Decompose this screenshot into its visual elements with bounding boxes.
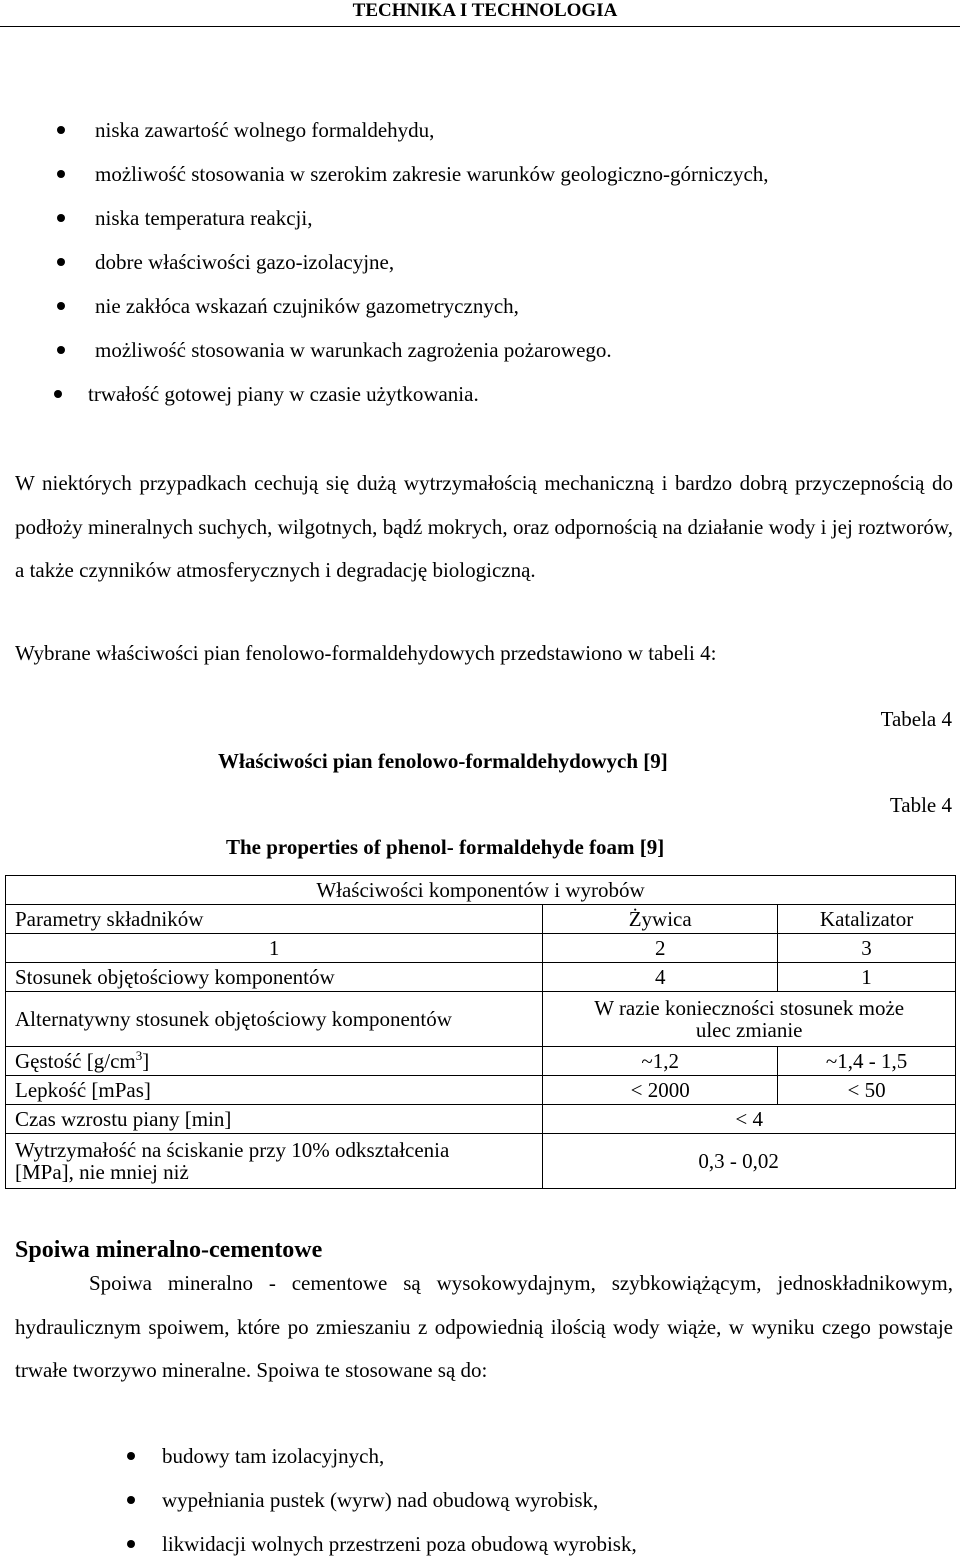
bullet-icon [57, 258, 65, 266]
row-label: Lepkość [mPas] [6, 1076, 543, 1105]
cell-value: 4 [543, 963, 778, 992]
list-item: likwidacji wolnych przestrzeni poza obudową wyrobisk, [0, 1522, 637, 1566]
bullet-icon [57, 346, 65, 354]
bullet-icon [57, 302, 65, 310]
running-header-title: TECHNIKA I TECHNOLOGIA [352, 0, 618, 21]
table-row [6, 963, 956, 992]
cell-value: W razie konieczności stosunek może ulec zmianie [543, 992, 956, 1047]
column-header-catalyst: Katalizator [778, 905, 956, 934]
column-header-resin: Żywica [543, 905, 778, 934]
table-row [6, 876, 956, 905]
table-row [6, 1134, 956, 1189]
table-row [6, 1076, 956, 1105]
list-item: niska temperatura reakcji, [0, 196, 769, 240]
table-title-pl: Właściwości pian fenolowo-formaldehydowych [9] [218, 749, 668, 773]
cell-value: < 2000 [543, 1076, 778, 1105]
row-label: Alternatywny stosunek objętościowy komponentów [6, 992, 543, 1047]
table-label-en: Table 4 [889, 793, 952, 817]
list-item: wypełniania pustek (wyrw) nad obudową wyrobisk, [0, 1478, 637, 1522]
bullet-icon [127, 1496, 135, 1504]
row-label: Wytrzymałość na ściskanie przy 10% odkształcenia [MPa], nie mniej niż [6, 1134, 543, 1189]
running-header [0, 0, 960, 27]
table-row [6, 905, 956, 934]
list-item: możliwość stosowania w szerokim zakresie warunków geologiczno-górniczych, [0, 152, 769, 196]
table-row [6, 992, 956, 1047]
cell-value: ~1,4 - 1,5 [778, 1047, 956, 1076]
table-label-pl: Tabela 4 [880, 707, 952, 731]
table-title-en: The properties of phenol- formaldehyde foam [9] [226, 835, 665, 859]
row-label: Czas wzrostu piany [min] [6, 1105, 543, 1134]
list-item: budowy tam izolacyjnych, [0, 1434, 637, 1478]
list-item: nie zakłóca wskazań czujników gazometrycznych, [0, 284, 769, 328]
cell-value: < 50 [778, 1076, 956, 1105]
table-row [6, 1047, 956, 1076]
cell-value: 1 [778, 963, 956, 992]
row-label: Stosunek objętościowy komponentów [6, 963, 543, 992]
cell-value: ~1,2 [543, 1047, 778, 1076]
cell-value: < 4 [543, 1105, 956, 1134]
section-heading: Spoiwa mineralno-cementowe [15, 1237, 323, 1263]
column-number: 2 [543, 934, 778, 963]
bullet-icon [57, 170, 65, 178]
bullet-icon [57, 126, 65, 134]
paragraph-table-intro: Wybrane właściwości pian fenolowo-formaldehydowych przedstawiono w tabeli 4: [15, 641, 717, 665]
paragraph-adhesion: W niektórych przypadkach cechują się dużą wytrzymałością mechaniczną i bardzo dobrą przyczepnością do podłoży mineralnych suchych, wilgotnych, bądź mokrych, oraz odpornością na działanie wody i jej roztworów, a także czynników atmosferycznych i degradację biologiczną. [15, 471, 953, 582]
column-header-parameters: Parametry składników [6, 905, 543, 934]
paragraph-mineral-binders: Spoiwa mineralno - cementowe są wysokowydajnym, szybkowiążącym, jednoskładnikowym, hydraulicznym spoiwem, które po zmieszaniu z odpowiednią ilością wody wiąże, w wyniku czego powstaje trwałe tworzywo mineralne. Spoiwa te stosowane są do: [15, 1271, 953, 1382]
table-header-cell: Właściwości komponentów i wyrobów [6, 876, 956, 905]
bullet-list-uses [0, 1434, 637, 1566]
bullet-icon [57, 214, 65, 222]
foam-properties-table [5, 875, 956, 1189]
list-item: niska zawartość wolnego formaldehydu, [0, 108, 769, 152]
cell-value: 0,3 - 0,02 [543, 1134, 956, 1189]
bullet-icon [54, 390, 62, 398]
column-number: 1 [6, 934, 543, 963]
table-row [6, 934, 956, 963]
bullet-list-properties [0, 108, 769, 416]
list-item: dobre właściwości gazo-izolacyjne, [0, 240, 769, 284]
bullet-icon [127, 1452, 135, 1460]
table-row [6, 1105, 956, 1134]
bullet-icon [127, 1540, 135, 1548]
list-item: możliwość stosowania w warunkach zagrożenia pożarowego. [0, 328, 769, 372]
list-item: trwałość gotowej piany w czasie użytkowania. [0, 372, 769, 416]
row-label: Gęstość $[g/cm^3]$ [6, 1047, 543, 1076]
column-number: 3 [778, 934, 956, 963]
